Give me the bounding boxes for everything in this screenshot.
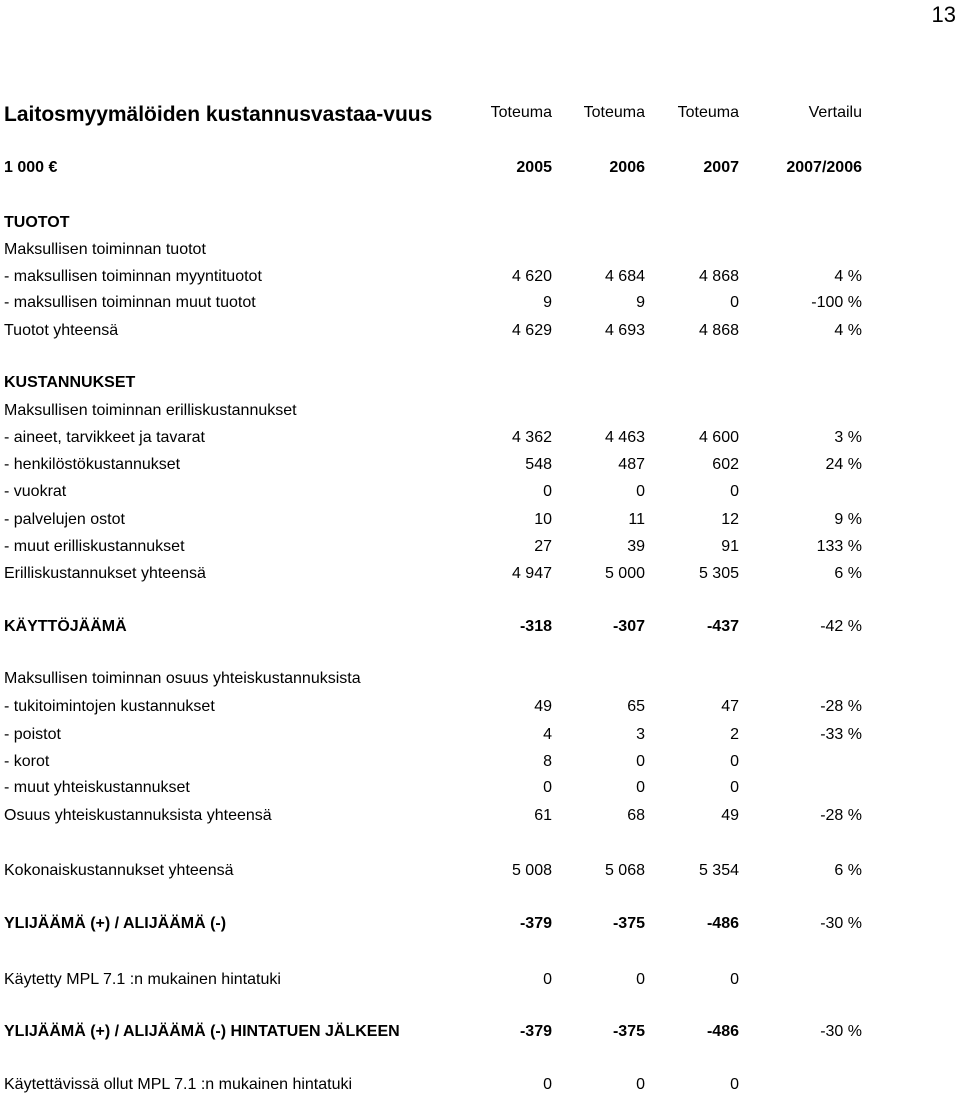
comparison-cell: 24 % (825, 456, 862, 473)
table-row (0, 695, 960, 719)
value-cell: -486 (706, 915, 739, 932)
comparison-cell: 133 % (816, 538, 862, 555)
row-label: Käytettävissä ollut MPL 7.1 :n mukainen hintatuki (4, 1076, 353, 1093)
table-row (0, 804, 960, 828)
value-cell: 0 (636, 779, 645, 796)
row-label: Maksullisen toiminnan tuotot (4, 241, 206, 258)
row-label: - palvelujen ostot (4, 511, 125, 528)
column-header-year: 2007/2006 (786, 159, 862, 176)
value-cell: 0 (730, 483, 739, 500)
value-cell: 4 620 (511, 268, 552, 285)
row-label: Käytetty MPL 7.1 :n mukainen hintatuki (4, 971, 281, 988)
row-label: YLIJÄÄMÄ (+) / ALIJÄÄMÄ (-) HINTATUEN JÄLKEEN (4, 1023, 400, 1040)
report-title: Laitosmyymälöiden kustannusvastaa-vuus (4, 103, 433, 126)
table-row (0, 615, 960, 639)
value-cell: 61 (534, 807, 552, 824)
row-label: Tuotot yhteensä (4, 322, 119, 339)
table-row (0, 426, 960, 450)
row-label: Kokonaiskustannukset yhteensä (4, 862, 234, 879)
row-label: - henkilöstökustannukset (4, 456, 181, 473)
comparison-cell: -28 % (820, 698, 862, 715)
value-cell: 27 (534, 538, 552, 555)
value-cell: -379 (519, 915, 552, 932)
value-cell: 91 (721, 538, 739, 555)
comparison-cell: 4 % (834, 268, 862, 285)
value-cell: 8 (543, 753, 552, 770)
value-cell: 4 868 (698, 322, 739, 339)
value-cell: 0 (636, 1076, 645, 1093)
value-cell: 5 008 (511, 862, 552, 879)
value-cell: 4 947 (511, 565, 552, 582)
value-cell: 4 684 (604, 268, 645, 285)
column-header-label: Toteuma (583, 104, 645, 121)
row-label: - muut yhteiskustannukset (4, 779, 190, 796)
row-label: YLIJÄÄMÄ (+) / ALIJÄÄMÄ (-) (4, 915, 227, 932)
value-cell: 0 (636, 971, 645, 988)
column-header-year: 2006 (609, 159, 645, 176)
column-header-label: Toteuma (677, 104, 739, 121)
table-row (0, 453, 960, 477)
table-row (0, 667, 960, 691)
value-cell: 49 (534, 698, 552, 715)
table-row (0, 291, 960, 315)
value-cell: 5 000 (604, 565, 645, 582)
table-row (0, 535, 960, 559)
table-row (0, 399, 960, 423)
unit-label: 1 000 € (4, 159, 58, 176)
comparison-cell: 9 % (834, 511, 862, 528)
value-cell: 0 (543, 1076, 552, 1093)
table-row (0, 859, 960, 883)
table-row (0, 371, 960, 395)
value-cell: 5 354 (698, 862, 739, 879)
page-number: 13 (931, 2, 956, 27)
comparison-cell: 6 % (834, 565, 862, 582)
value-cell: 0 (543, 779, 552, 796)
row-label: - poistot (4, 726, 61, 743)
table-row (0, 968, 960, 992)
comparison-cell: -30 % (820, 1023, 862, 1040)
value-cell: 4 868 (698, 268, 739, 285)
value-cell: 4 629 (511, 322, 552, 339)
value-cell: 4 600 (698, 429, 739, 446)
table-row (0, 1073, 960, 1097)
column-header-label: Vertailu (808, 104, 862, 121)
table-row (0, 776, 960, 800)
value-cell: 5 305 (698, 565, 739, 582)
comparison-cell: 4 % (834, 322, 862, 339)
comparison-cell: -30 % (820, 915, 862, 932)
value-cell: -307 (612, 618, 645, 635)
value-cell: 68 (627, 807, 645, 824)
value-cell: 0 (543, 483, 552, 500)
value-cell: 65 (627, 698, 645, 715)
table-row (0, 1020, 960, 1044)
table-row (0, 480, 960, 504)
value-cell: 0 (543, 971, 552, 988)
comparison-cell: -28 % (820, 807, 862, 824)
comparison-cell: -33 % (820, 726, 862, 743)
value-cell: 0 (636, 483, 645, 500)
value-cell: -375 (612, 1023, 645, 1040)
table-row (0, 265, 960, 289)
value-cell: -437 (706, 618, 739, 635)
value-cell: 11 (628, 511, 645, 528)
value-cell: 39 (627, 538, 645, 555)
row-label: - maksullisen toiminnan myyntituotot (4, 268, 262, 285)
table-row (0, 750, 960, 774)
column-header-label: Toteuma (490, 104, 552, 121)
table-row (0, 508, 960, 532)
row-label: Erilliskustannukset yhteensä (4, 565, 206, 582)
value-cell: 2 (730, 726, 739, 743)
value-cell: 3 (636, 726, 645, 743)
value-cell: 0 (636, 753, 645, 770)
value-cell: 5 068 (604, 862, 645, 879)
table-row (0, 562, 960, 586)
row-label: - aineet, tarvikkeet ja tavarat (4, 429, 205, 446)
value-cell: 9 (543, 294, 552, 311)
value-cell: 4 463 (604, 429, 645, 446)
value-cell: 4 (543, 726, 552, 743)
value-cell: 4 362 (511, 429, 552, 446)
comparison-cell: 3 % (834, 429, 862, 446)
comparison-cell: -100 % (811, 294, 862, 311)
value-cell: 0 (730, 779, 739, 796)
table-row (0, 723, 960, 747)
row-label: KUSTANNUKSET (4, 374, 136, 391)
table-row (0, 238, 960, 262)
value-cell: -379 (519, 1023, 552, 1040)
value-cell: -318 (519, 618, 552, 635)
table-row (0, 211, 960, 235)
row-label: - korot (4, 753, 50, 770)
row-label: - muut erilliskustannukset (4, 538, 185, 555)
value-cell: 4 693 (604, 322, 645, 339)
column-header-year: 2007 (703, 159, 739, 176)
value-cell: 0 (730, 971, 739, 988)
value-cell: 487 (618, 456, 645, 473)
value-cell: 49 (721, 807, 739, 824)
column-header-year: 2005 (516, 159, 552, 176)
row-label: KÄYTTÖJÄÄMÄ (4, 618, 127, 635)
row-label: Maksullisen toiminnan erilliskustannukset (4, 402, 297, 419)
row-label: - vuokrat (4, 483, 67, 500)
row-label: Osuus yhteiskustannuksista yhteensä (4, 807, 272, 824)
comparison-cell: 6 % (834, 862, 862, 879)
table-row (0, 319, 960, 343)
row-label: Maksullisen toiminnan osuus yhteiskustannuksista (4, 670, 361, 687)
value-cell: 47 (721, 698, 739, 715)
value-cell: -486 (706, 1023, 739, 1040)
value-cell: 9 (636, 294, 645, 311)
value-cell: 12 (721, 511, 739, 528)
value-cell: -375 (612, 915, 645, 932)
value-cell: 0 (730, 294, 739, 311)
row-label: - tukitoimintojen kustannukset (4, 698, 215, 715)
value-cell: 548 (525, 456, 552, 473)
comparison-cell: -42 % (820, 618, 862, 635)
table-row (0, 912, 960, 936)
value-cell: 602 (712, 456, 739, 473)
row-label: - maksullisen toiminnan muut tuotot (4, 294, 256, 311)
value-cell: 0 (730, 1076, 739, 1093)
value-cell: 10 (534, 511, 552, 528)
row-label: TUOTOT (4, 214, 70, 231)
value-cell: 0 (730, 753, 739, 770)
